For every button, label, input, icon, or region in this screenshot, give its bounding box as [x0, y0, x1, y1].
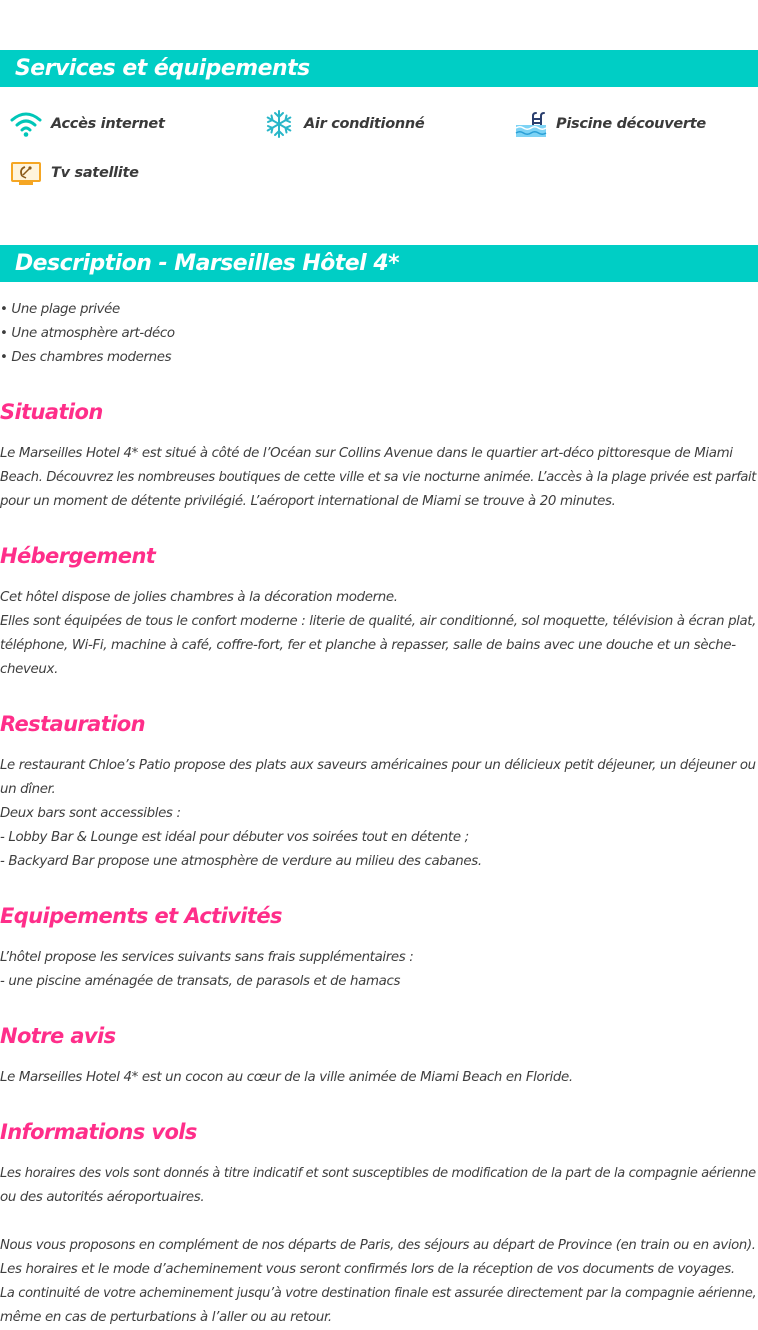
services-title: Services et équipements — [14, 56, 310, 81]
section-title-situation: Situation — [0, 400, 103, 424]
text-line: Le restaurant Chloe’s Patio propose des plats aux saveurs américaines pour un délicieux petit déjeuner, un déjeuner ou — [0, 758, 756, 773]
bullet-item: • Une atmosphère art-déco — [0, 326, 175, 341]
text-line: L’hôtel propose les services suivants sans frais supplémentaires : — [0, 950, 414, 965]
section-title-avis: Notre avis — [0, 1024, 116, 1048]
service-label-internet: Accès internet — [51, 116, 165, 132]
hebergement-text — [0, 586, 758, 682]
service-label-pool: Piscine découverte — [556, 116, 706, 132]
text-line: ou des autorités aéroportuaires. — [0, 1190, 205, 1205]
text-line: - une piscine aménagée de transats, de parasols et de hamacs — [0, 974, 401, 989]
text-line: La continuité de votre acheminement jusqu’à votre destination finale est assurée directement par la compagnie aérienne, — [0, 1286, 757, 1301]
description-banner — [0, 245, 758, 282]
service-item-pool — [515, 109, 706, 139]
text-line: - Lobby Bar & Lounge est idéal pour débuter vos soirées tout en détente ; — [0, 830, 469, 845]
text-line — [0, 1210, 756, 1234]
section-title-equipements: Equipements et Activités — [0, 904, 282, 928]
text-line: téléphone, Wi-Fi, machine à café, coffre-fort, fer et planche à repasser, salle de bains avec une douche et un sèche- — [0, 638, 736, 653]
description-bullets — [0, 298, 758, 370]
text-line: - Backyard Bar propose une atmosphère de verdure au milieu des cabanes. — [0, 854, 482, 869]
situation-text — [0, 442, 758, 514]
text-line: Les horaires et le mode d’acheminement vous seront confirmés lors de la réception de vos documents de voyages. — [0, 1262, 735, 1277]
restauration-text — [0, 754, 758, 874]
text-line: pour un moment de détente privilégié. L’aéroport international de Miami se trouve à 20 minutes. — [0, 494, 616, 509]
avis-text — [0, 1066, 758, 1090]
text-line: même en cas de perturbations à l’aller ou au retour. — [0, 1310, 332, 1325]
service-item-tv — [10, 158, 139, 188]
section-title-restauration: Restauration — [0, 712, 145, 736]
service-item-internet — [10, 109, 165, 139]
text-line: un dîner. — [0, 782, 56, 797]
text-line: Elles sont équipées de tous le confort moderne : literie de qualité, air conditionné, sol moquette, télévision à écran plat, — [0, 614, 757, 629]
section-title-vols: Informations vols — [0, 1120, 197, 1144]
service-item-air-conditioning — [263, 109, 424, 139]
equipements-text — [0, 946, 758, 994]
service-label-air-conditioning: Air conditionné — [304, 116, 425, 132]
service-label-tv: Tv satellite — [51, 165, 139, 181]
services-banner — [0, 50, 758, 87]
vols-text — [0, 1162, 758, 1330]
text-line: Cet hôtel dispose de jolies chambres à la décoration moderne. — [0, 590, 398, 605]
wifi-icon — [10, 109, 42, 139]
text-line: Les horaires des vols sont donnés à titre indicatif et sont susceptibles de modification de la part de la compagnie aérienne — [0, 1166, 756, 1181]
text-line: Nous vous proposons en complément de nos départs de Paris, des séjours au départ de Province (en train ou en avion). — [0, 1238, 756, 1253]
text-line: Le Marseilles Hotel 4* est un cocon au cœur de la ville animée de Miami Beach en Floride. — [0, 1070, 573, 1085]
text-line: Beach. Découvrez les nombreuses boutiques de cette ville et sa vie nocturne animée. L’accès à la plage privée est parfait — [0, 470, 757, 485]
text-line: cheveux. — [0, 662, 58, 677]
description-title: Description - Marseilles Hôtel 4* — [14, 251, 400, 276]
text-line: Le Marseilles Hotel 4* est situé à côté de l’Océan sur Collins Avenue dans le quartier art-déco pittoresque de Miami — [0, 446, 733, 461]
section-title-hebergement: Hébergement — [0, 544, 156, 568]
bullet-item: • Une plage privée — [0, 302, 120, 317]
pool-icon — [515, 109, 547, 139]
text-line: Deux bars sont accessibles : — [0, 806, 181, 821]
snowflake-icon — [263, 109, 295, 139]
satellite-tv-icon — [10, 158, 42, 188]
bullet-item: • Des chambres modernes — [0, 350, 172, 365]
